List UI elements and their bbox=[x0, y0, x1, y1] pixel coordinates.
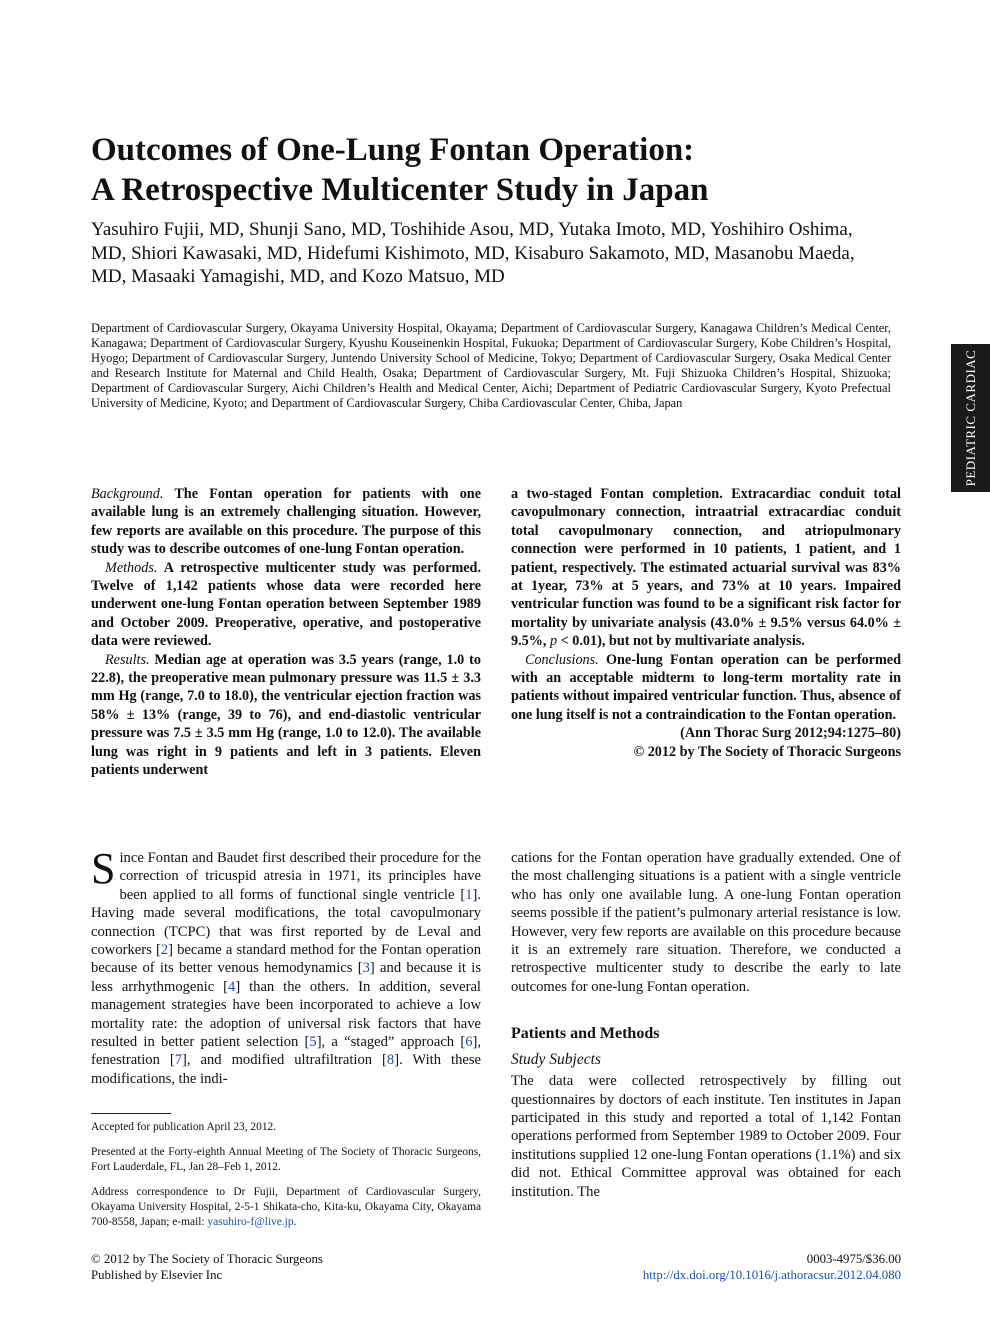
abstract-background: Background. The Fontan operation for patients with one available lung is an extremely challenging situation. However, few reports are available on this procedure. The purpose of this study was to describe outcomes of one-lung Fontan operation. bbox=[91, 486, 481, 558]
article-title bbox=[91, 130, 911, 210]
abstract-copyright: © 2012 by The Society of Thoracic Surgeons bbox=[633, 743, 901, 760]
section-tab bbox=[951, 344, 990, 492]
footer-left bbox=[91, 1252, 491, 1283]
intro-paragraph-continued: cations for the Fontan operation have gradually extended. One of the most challenging situations is a patient with a single ventricle who has only one available lung. A one-lung Fontan operation seems possible if the patient’s pulmonary arterial resistance is low. However, very few reports are available on this procedure because it is an extremely rare situation. Therefore, we conducted a retrospective multicenter study to describe the early to late outcomes for one-lung Fontan operation. bbox=[511, 850, 901, 995]
title-line-2: A Retrospective Multicenter Study in Japan bbox=[91, 172, 709, 208]
results-label: Results. bbox=[105, 651, 150, 668]
ref-link-1[interactable]: 1 bbox=[465, 886, 473, 903]
intro-right-column bbox=[511, 849, 901, 1201]
email-link[interactable]: yasuhiro-f@live.jp bbox=[207, 1216, 294, 1228]
conclusions-label: Conclusions. bbox=[525, 651, 599, 668]
abstract-results: Results. Median age at operation was 3.5 years (range, 1.0 to 22.8), the preoperative mean pulmonary pressure was 11.5 ± 3.3 mm Hg (range, 7.0 to 18.0), the ventricular ejection fraction was 58% ± 13% (range, 39 to 76), and end-diastolic ventricular pressure was 7.5 ± 3.5 mm Hg (range, 1.0 to 12.0). The available lung was right in 9 patients and left in 3 patients. Eleven patients underwent bbox=[91, 651, 481, 779]
author-list: Yasuhiro Fujii, MD, Shunji Sano, MD, Toshihide Asou, MD, Yutaka Imoto, MD, Yoshihiro Oshima, MD, Shiori Kawasaki, MD, Hidefumi Kishimoto, MD, Kisaburo Sakamoto, MD, Masanobu Maeda, MD, Masaaki Yamagishi, MD, and Kozo Matsuo, MD bbox=[91, 219, 855, 287]
intro-paragraph: Since Fontan and Baudet first described their procedure for the correction of tricuspid atresia in 1971, its principles have been applied to all forms of functional single ventricle [1]. Having made several modifications, the total cavopulmonary connection (TCPC) that was first reported by de Leval and coworkers [2] became a standard method for the Fontan operation because of its better venous hemodynamics [3] and because it is less arrhythmogenic [4] than the others. In addition, several management strategies have been incorporated to achieve a low mortality rate: the adoption of universal risk factors that have resulted in better patient selection [5], a “staged” approach [6], fenestration [7], and modified ultrafiltration [8]. With these modifications, the indi- bbox=[91, 844, 482, 1087]
footnote-accepted: Accepted for publication April 23, 2012. bbox=[91, 1121, 277, 1133]
footer-publisher: Published by Elsevier Inc bbox=[91, 1267, 223, 1282]
abstract-conclusions: Conclusions. One-lung Fontan operation can be performed with an acceptable midterm to long-term mortality rate in patients without impaired ventricular function. Thus, absence of one lung itself is not a contraindication to the Fontan operation. bbox=[511, 651, 901, 723]
background-label: Background. bbox=[91, 486, 164, 502]
affiliations: Department of Cardiovascular Surgery, Okayama University Hospital, Okayama; Department of Cardiovascular Surgery, Kanagawa Children’s Medical Center, Kanagawa; Department of Cardiovascular Surgery, Kyushu Kouseinenkin Hospital, Fukuoka; Department of Cardiovascular Surgery, Kobe Children’s Hospital, Hyogo; Department of Cardiovascular Surgery, Juntendo University School of Medicine, Tokyo; Department of Cardiovascular Surgery, Osaka Medical Center and Research Institute for Maternal and Child Health, Osaka; Department of Cardiovascular Surgery, Mt. Fuji Shizuoka Children’s Hospital, Shizuoka; Department of Cardiovascular Surgery, Aichi Children’s Health and Medical Center, Aichi; Department of Pediatric Cardiovascular Surgery, Kyoto Prefectual University of Medicine, Kyoto; and Department of Cardiovascular Surgery, Chiba Cardiovascular Center, Chiba, Japan bbox=[91, 321, 891, 410]
ref-link-4[interactable]: 4 bbox=[228, 978, 236, 995]
ref-link-3[interactable]: 3 bbox=[362, 960, 370, 977]
study-subjects-paragraph: The data were collected retrospectively by filling out questionnaires by doctors of each institute. Ten institutes in Japan participated in this study and reported a total of 1,142 Fontan operations performed from September 1989 to October 2009. Four institutions supplied 12 one-lung Fontan operations (1.1%) and six did not. Ethical Committee approval was obtained for each institution. The bbox=[511, 1073, 901, 1200]
abstract-methods: Methods. A retrospective multicenter study was performed. Twelve of 1,142 patients whose data were recorded here underwent one-lung Fontan operation between September 1989 and October 2009. Preoperative, operative, and postoperative data were reviewed. bbox=[91, 559, 481, 650]
footnote-presented: Presented at the Forty-eighth Annual Meeting of The Society of Thoracic Surgeons, Fort Lauderdale, FL, Jan 28–Feb 1, 2012. bbox=[91, 1146, 481, 1173]
ref-link-6[interactable]: 6 bbox=[465, 1034, 473, 1051]
ref-link-2[interactable]: 2 bbox=[160, 942, 169, 959]
footer-right bbox=[560, 1252, 901, 1283]
doi-link[interactable]: http://dx.doi.org/10.1016/j.athoracsur.2012.04.080 bbox=[642, 1267, 901, 1282]
abstract-results-continued: a two-staged Fontan completion. Extracardiac conduit total cavopulmonary connection, intraatrial extracardiac conduit total cavopulmonary connection, and atriopulmonary connection were performed in 10 patients, 1 patient, and 1 patient, respectively. The estimated actuarial survival was 83% at 1year, 73% at 5 years, and 73% at 10 years. Impaired ventricular function was found to be a significant risk factor for mortality by univariate analysis (43.0% ± 9.5% versus 64.0% ± 9.5%, p < 0.01), but not by multivariate analysis. bbox=[511, 486, 901, 650]
footer-copyright: © 2012 by The Society of Thoracic Surgeons bbox=[91, 1252, 323, 1266]
drop-cap: S bbox=[91, 844, 116, 893]
ref-link-5[interactable]: 5 bbox=[309, 1034, 317, 1051]
footer-issn: 0003-4975/$36.00 bbox=[806, 1252, 901, 1266]
ref-link-7[interactable]: 7 bbox=[174, 1052, 183, 1069]
abstract-left-column bbox=[91, 485, 481, 780]
abstract-right-column bbox=[511, 485, 901, 761]
footnote-divider bbox=[91, 1113, 171, 1114]
title-line-1: Outcomes of One-Lung Fontan Operation: bbox=[91, 132, 695, 168]
intro-left-column bbox=[91, 844, 482, 1088]
study-subjects-subheading: Study Subjects bbox=[511, 1051, 601, 1069]
methods-heading: Patients and Methods bbox=[511, 1025, 660, 1043]
footnotes bbox=[91, 1120, 481, 1240]
ref-link-8[interactable]: 8 bbox=[386, 1052, 395, 1069]
footnote-address: Address correspondence to Dr Fujii, Department of Cardiovascular Surgery, Okayama University Hospital, 2-5-1 Shikata-cho, Kita-ku, Okayama City, Okayama 700-8558, Japan; e-mail: yasuhiro-f@live.jp. bbox=[91, 1186, 481, 1228]
section-tab-label: PEDIATRIC CARDIAC bbox=[962, 349, 978, 487]
methods-label: Methods. bbox=[105, 559, 158, 576]
journal-citation: (Ann Thorac Surg 2012;94:1275–80) bbox=[680, 725, 901, 742]
